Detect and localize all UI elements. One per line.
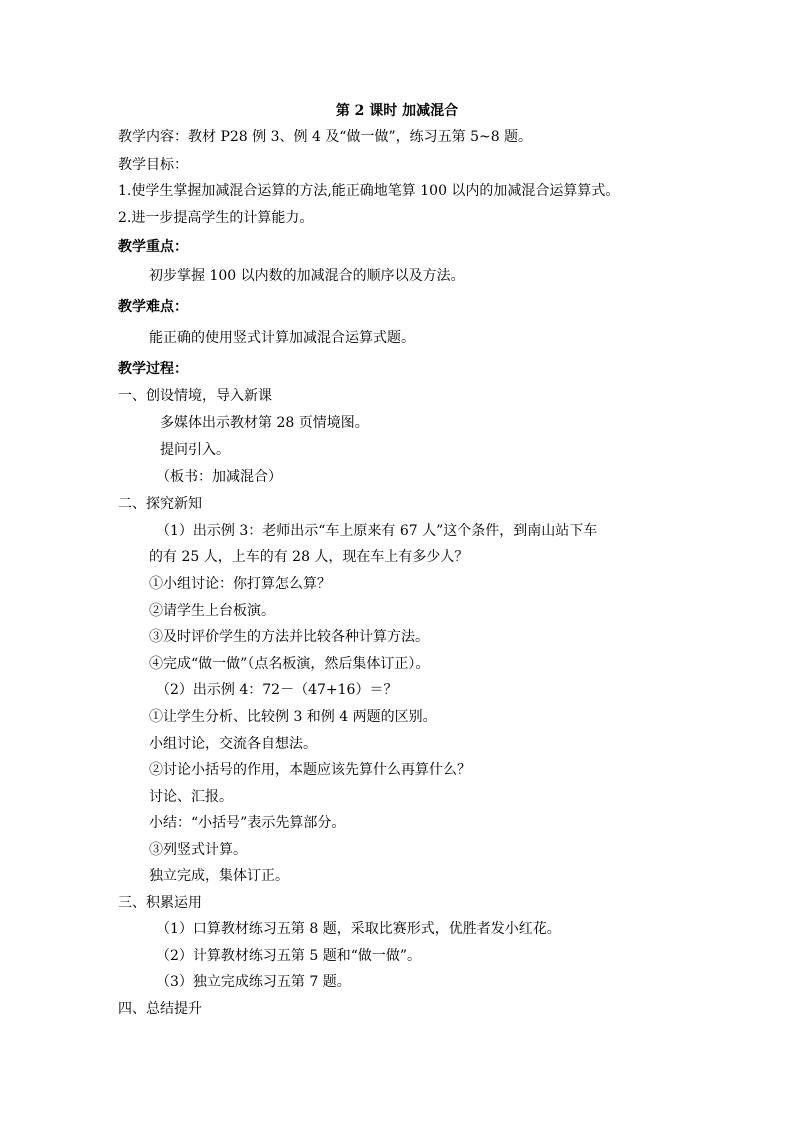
- process-line: ③及时评价学生的方法并比较各种计算方法。: [149, 629, 429, 645]
- process-line: ④完成“做一做”（点名板演，然后集体订正）。: [149, 656, 430, 672]
- process-line: 的有 25 人，上车的有 28 人，现在车上有多少人？: [149, 549, 469, 565]
- section-heading-1: 一、创设情境，导入新课: [118, 388, 272, 404]
- section-heading-4: 四、总结提升: [118, 1001, 202, 1017]
- process-line: （1）口算教材练习五第 8 题，采取比赛形式，优胜者发小红花。: [156, 921, 561, 937]
- process-line: （3）独立完成练习五第 7 题。: [156, 974, 351, 990]
- process-line: ②请学生上台板演。: [149, 603, 275, 619]
- process-line: 小结：“小括号”表示先算部分。: [149, 815, 346, 831]
- process-line: ①让学生分析、比较例 3 和例 4 两题的区别。: [149, 709, 437, 725]
- process-line: ①小组讨论：你打算怎么算？: [149, 576, 331, 592]
- process-line: （板书：加减混合）: [156, 469, 282, 485]
- key-point-heading: 教学重点：: [118, 239, 188, 255]
- difficulty-heading: 教学难点：: [118, 299, 188, 315]
- process-line: 讨论、汇报。: [149, 789, 233, 805]
- process-heading: 教学过程：: [118, 361, 188, 377]
- section-heading-3: 三、积累运用: [118, 895, 202, 911]
- process-line: （2）出示例 4：72－（47+16）＝？: [156, 682, 398, 698]
- objectives-label: 教学目标：: [118, 157, 188, 173]
- lesson-title: 第 2 课时 加减混合: [335, 103, 459, 119]
- process-line: 多媒体出示教材第 28 页情境图。: [160, 415, 369, 431]
- objective-item-2: 2.进一步提高学生的计算能力。: [118, 210, 314, 226]
- process-line: 小组讨论，交流各自想法。: [149, 736, 317, 752]
- process-line: 提问引入。: [160, 442, 230, 458]
- key-point-text: 初步掌握 100 以内数的加减混合的顺序以及方法。: [149, 268, 465, 284]
- process-line: ③列竖式计算。: [149, 842, 247, 858]
- objective-item-1: 1.使学生掌握加减混合运算的方法,能正确地笔算 100 以内的加减混合运算算式。: [118, 183, 620, 199]
- process-line: 独立完成，集体订正。: [149, 868, 289, 884]
- process-line: （2）计算教材练习五第 5 题和“做一做”。: [156, 948, 422, 964]
- process-line: （1）出示例 3：老师出示“车上原来有 67 人”这个条件，到南山站下车: [156, 523, 598, 539]
- section-heading-2: 二、探究新知: [118, 496, 202, 512]
- process-line: ②讨论小括号的作用，本题应该先算什么再算什么？: [149, 762, 471, 778]
- difficulty-text: 能正确的使用竖式计算加减混合运算式题。: [149, 330, 415, 346]
- teaching-content: 教学内容：教材 P28 例 3、例 4 及“做一做”，练习五第 5~8 题。: [118, 129, 533, 145]
